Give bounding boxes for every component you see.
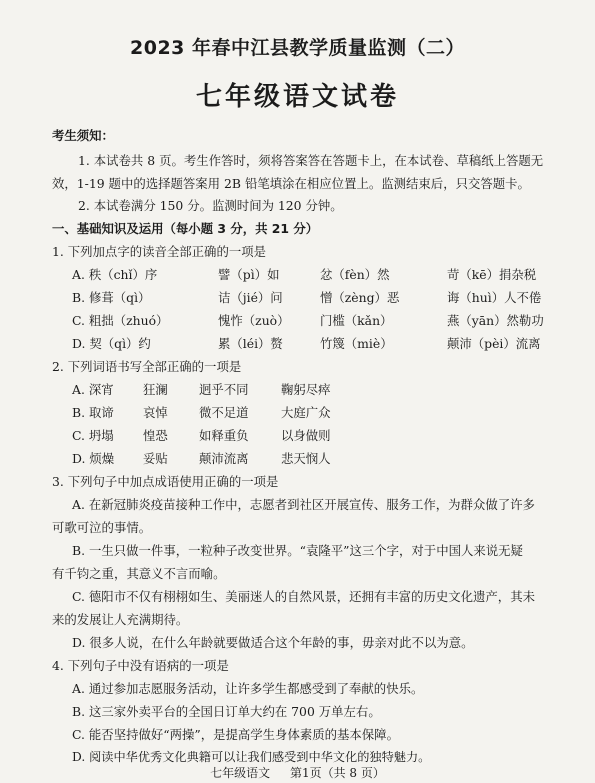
q3-option-b-line1: B. 一生只做一件事，一粒种子改变世界。“袁隆平”这三个字，对于中国人来说无疑 (72, 543, 523, 558)
q1-d-2: 累（léi）赘 (218, 336, 283, 351)
section1-title: 一、基础知识及运用（每小题 3 分，共 21 分） (52, 221, 319, 236)
exam-subtitle: 七年级语文试卷 (195, 82, 399, 112)
q2-b-2: 哀悼 (143, 405, 168, 420)
exam-title: 2023 年春中江县教学质量监测（二） (130, 37, 465, 59)
q1-a-4: 苛（kē）捐杂税 (447, 267, 537, 282)
q1-c-1: C. 粗拙（zhuó） (72, 313, 169, 328)
q1-stem: 1. 下列加点字的读音全部正确的一项是 (52, 244, 267, 259)
q3-option-d: D. 很多人说，在什么年龄就要做适合这个年龄的事，毋亲对此不以为意。 (72, 635, 474, 650)
q2-c-1: C. 坍塌 (72, 428, 114, 443)
q2-d-1: D. 烦燥 (72, 451, 115, 466)
q1-c-2: 愧怍（zuò） (218, 313, 290, 328)
q2-d-4: 悲天悯人 (281, 451, 331, 466)
q2-d-2: 妥贴 (143, 451, 168, 466)
q4-option-b: B. 这三家外卖平台的全国日订单大约在 700 万单左右。 (72, 704, 381, 719)
q4-option-a: A. 通过参加志愿服务活动，让许多学生都感受到了奉献的快乐。 (72, 681, 424, 696)
q1-c-3: 门槛（kǎn） (320, 313, 393, 328)
q1-b-1: B. 修葺（qì） (72, 290, 151, 305)
footer-page-number: 第1页（共 8 页） (289, 766, 385, 780)
q1-d-1: D. 契（qì）约 (72, 336, 151, 351)
q3-option-c-line2: 来的发展让人充满期待。 (52, 612, 189, 627)
q2-stem: 2. 下列词语书写全部正确的一项是 (52, 359, 242, 374)
page-footer (0, 764, 595, 781)
q2-a-4: 鞠躬尽瘁 (281, 382, 331, 397)
q3-option-a-line2: 可歌可泣的事情。 (52, 520, 152, 535)
notice-item1-line1: 1. 本试卷共 8 页。考生作答时，须将答案答在答题卡上，在本试卷、草稿纸上答题无 (78, 153, 544, 168)
notice-item1-line2: 效，1-19 题中的选择题答案用 2B 铅笔填涂在相应位置上。监测结束后，只交答题卡。 (52, 176, 530, 191)
q1-b-3: 憎（zèng）恶 (320, 290, 400, 305)
q2-c-2: 惶恐 (143, 428, 168, 443)
q1-d-3: 竹篾（miè） (320, 336, 393, 351)
q4-option-d: D. 阅读中华优秀文化典籍可以让我们感受到中华文化的独特魅力。 (72, 750, 431, 764)
q3-option-c-line1: C. 德阳市不仅有栩栩如生、美丽迷人的自然风景，还拥有丰富的历史文化遗产，其未 (72, 589, 535, 604)
q4-option-c: C. 能否坚持做好“两操”，是提高学生身体素质的基本保障。 (72, 727, 399, 742)
q4-stem: 4. 下列句子中没有语病的一项是 (52, 658, 229, 673)
footer-subject: 七年级语文 (210, 766, 271, 780)
q1-a-3: 忿（fèn）然 (320, 267, 390, 282)
q2-a-2: 狂澜 (143, 382, 168, 397)
q1-b-4: 诲（huì）人不倦 (447, 290, 542, 305)
q1-a-2: 譬（pì）如 (218, 267, 280, 282)
notice-item2: 2. 本试卷满分 150 分。监测时间为 120 分钟。 (78, 198, 343, 213)
q1-d-4: 颠沛（pèi）流离 (447, 336, 541, 351)
q1-c-4: 燕（yān）然勒功 (447, 313, 544, 328)
q2-b-4: 大庭广众 (281, 405, 331, 420)
q2-b-3: 微不足道 (199, 405, 249, 420)
q2-c-4: 以身做则 (281, 428, 331, 443)
q1-b-2: 诘（jié）问 (218, 290, 283, 305)
notice-heading: 考生须知： (52, 128, 114, 143)
q1-a-1: A. 秩（chǐ）序 (72, 267, 158, 282)
q2-a-3: 迥乎不同 (199, 382, 249, 397)
q3-option-b-line2: 有千钧之重，其意义不言而喻。 (52, 566, 226, 581)
q3-option-a-line1: A. 在新冠肺炎疫苗接种工作中，志愿者到社区开展宣传、服务工作，为群众做了许多 (72, 497, 535, 512)
q2-c-3: 如释重负 (199, 428, 249, 443)
q2-b-1: B. 取谛 (72, 405, 114, 420)
q2-a-1: A. 深宵 (72, 382, 114, 397)
q2-d-3: 颠沛流离 (199, 451, 249, 466)
q3-stem: 3. 下列句子中加点成语使用正确的一项是 (52, 474, 279, 489)
